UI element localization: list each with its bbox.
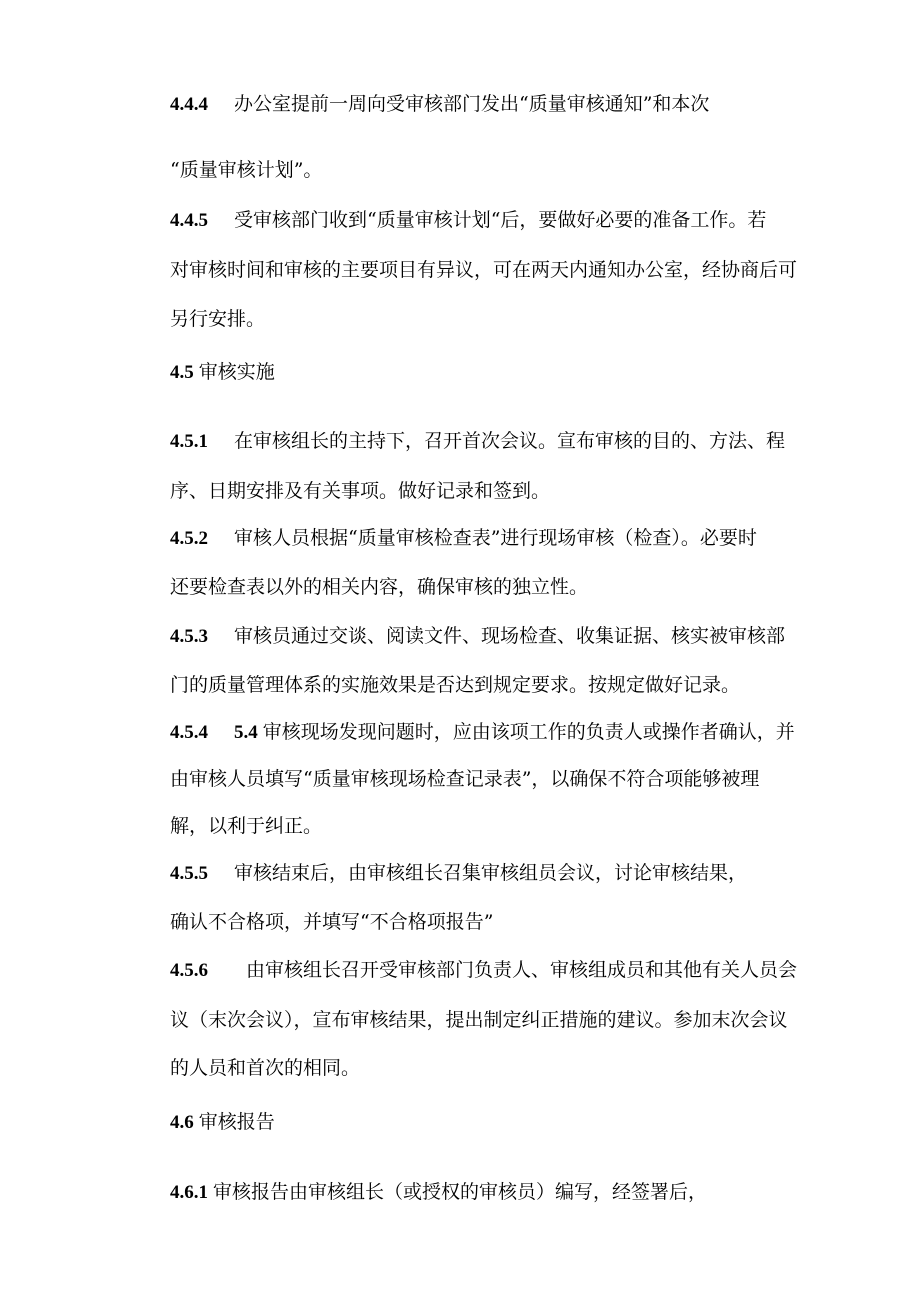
clause-text: 还要检查表以外的相关内容，确保审核的独立性。 — [170, 576, 589, 598]
clause-text: 审核结束后，由审核组长召集审核组员会议，讨论审核结果， — [234, 862, 748, 884]
clause-number: 4.5.5 — [170, 863, 208, 884]
clause-4-5-2-line-1 — [170, 526, 757, 551]
clause-number: 4.5.2 — [170, 528, 208, 549]
clause-4-4-5-line-3 — [170, 307, 265, 331]
clause-text: 议（末次会议），宣布审核结果，提出制定纠正措施的建议。参加末次会议 — [170, 1009, 788, 1031]
clause-number: 4.6.1 — [170, 1182, 208, 1203]
clause-4-5-3-line-1 — [170, 624, 785, 649]
clause-4-5-1-line-2 — [170, 479, 550, 503]
clause-4-4-5-line-1 — [170, 208, 766, 233]
sub-clause-number: 5.4 — [234, 722, 258, 743]
clause-text: 对审核时间和审核的主要项目有异议，可在两天内通知办公室，经协商后可 — [170, 259, 798, 281]
clause-4-5-6-line-1 — [170, 958, 797, 983]
clause-4-4-5-line-2 — [170, 258, 797, 282]
clause-number: 4.5.4 — [170, 722, 208, 743]
clause-4-5-6-line-2 — [170, 1008, 788, 1032]
clause-text: 在审核组长的主持下，召开首次会议。宣布审核的目的、方法、程 — [234, 430, 786, 452]
clause-number: 4.5.3 — [170, 626, 208, 647]
clause-text: 审核现场发现问题时，应由该项工作的负责人或操作者确认，并 — [262, 721, 795, 743]
section-title: 审核实施 — [198, 361, 275, 383]
clause-text: 由审核人员填写“质量审核现场检查记录表”，以确保不符合项能够被理 — [170, 768, 760, 790]
clause-4-4-4-line-1 — [170, 92, 709, 117]
section-title: 审核报告 — [198, 1111, 275, 1133]
clause-text: 受审核部门收到“质量审核计划“后，要做好必要的准备工作。若 — [234, 209, 767, 231]
section-heading-4-6 — [170, 1110, 275, 1135]
clause-text: 序、日期安排及有关事项。做好记录和签到。 — [170, 480, 551, 502]
clause-text: 审核人员根据“质量审核检查表”进行现场审核（检查）。必要时 — [234, 527, 757, 549]
clause-text: “质量审核计划”。 — [170, 159, 323, 181]
clause-4-5-6-line-3 — [170, 1056, 360, 1080]
clause-text: 审核员通过交谈、阅读文件、现场检查、收集证据、核实被审核部 — [234, 625, 786, 647]
section-number: 4.5 — [170, 362, 194, 383]
clause-4-5-4-line-2 — [170, 767, 759, 791]
clause-4-5-2-line-2 — [170, 575, 588, 599]
clause-text: 办公室提前一周向受审核部门发出“质量审核通知”和本次 — [234, 93, 710, 115]
clause-4-4-4-line-2 — [170, 158, 322, 182]
clause-4-5-4-line-3 — [170, 814, 322, 838]
clause-4-5-1-line-1 — [170, 429, 785, 454]
clause-number: 4.4.5 — [170, 210, 208, 231]
clause-4-5-4-line-1 — [170, 720, 795, 745]
clause-text: 审核报告由审核组长（或授权的审核员）编写，经签署后， — [213, 1181, 708, 1203]
section-heading-4-5 — [170, 360, 275, 385]
clause-text: 的人员和首次的相同。 — [170, 1057, 361, 1079]
clause-number: 4.5.1 — [170, 431, 208, 452]
clause-text: 门的质量管理体系的实施效果是否达到规定要求。按规定做好记录。 — [170, 674, 741, 696]
clause-4-5-5-line-1 — [170, 861, 747, 886]
clause-text: 确认不合格项，并填写“不合格项报告” — [170, 911, 494, 933]
clause-text: 另行安排。 — [170, 308, 266, 330]
clause-4-6-1-line-1 — [170, 1180, 707, 1205]
clause-number: 4.5.6 — [170, 960, 208, 981]
clause-text: 解，以利于纠正。 — [170, 815, 323, 837]
clause-number: 4.4.4 — [170, 94, 208, 115]
clause-text: 由审核组长召开受审核部门负责人、审核组成员和其他有关人员会 — [246, 959, 798, 981]
clause-4-5-5-line-2 — [170, 910, 493, 934]
section-number: 4.6 — [170, 1112, 194, 1133]
clause-4-5-3-line-2 — [170, 673, 740, 697]
